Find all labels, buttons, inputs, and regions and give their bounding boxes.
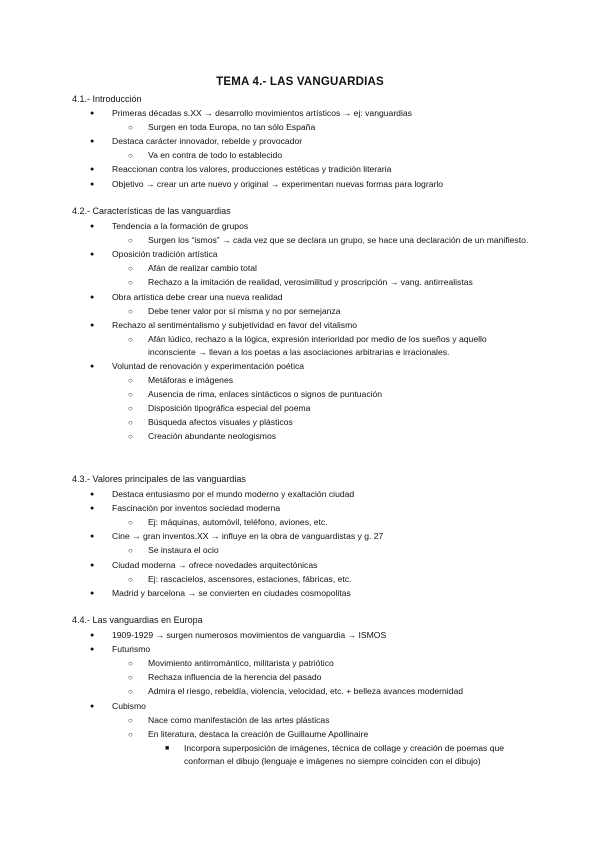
list-item: ○ En literatura, destaca la creación de Guillaume Apollinaire bbox=[128, 728, 369, 739]
list-item: ● Primeras décadas s.XX → desarrollo movimientos artísticos → ej: vanguardias bbox=[90, 108, 412, 119]
list-item: ○ Debe tener valor por sí misma y no por semejanza bbox=[128, 305, 341, 316]
list-item: ○ Metáforas e imágenes bbox=[128, 375, 234, 386]
section-heading-introduccion: 4.1.- Introducción bbox=[72, 94, 142, 104]
list-item: ● Fascinación por inventos sociedad moderna bbox=[90, 503, 281, 514]
list-item: ○ Afán de realizar cambio total bbox=[128, 263, 257, 274]
list-item: ● Voluntad de renovación y experimentación poética bbox=[90, 360, 305, 371]
list-item: ○ Movimiento antirromántico, militarista y patriótico bbox=[128, 658, 334, 669]
list-item: ● Cine → gran inventos.XX → influye en la obra de vanguardistas y g. 27 bbox=[90, 531, 384, 542]
list-item: ● Tendencia a la formación de grupos bbox=[90, 221, 249, 232]
list-item: ○ Se instaura el ocio bbox=[128, 545, 219, 556]
list-item: ○ Nace como manifestación de las artes plásticas bbox=[128, 714, 330, 725]
list-item: ○ Rechaza influencia de la herencia del pasado bbox=[128, 672, 322, 683]
list-item: ■ Incorpora superposición de imágenes, técnica de collage y creación de poemas que conforman el dibujo (lenguaje e imágenes no siempre coinciden con el dibujo) bbox=[165, 742, 505, 766]
list-item: ● Reaccionan contra los valores, producciones estéticas y tradición literaria bbox=[90, 164, 392, 175]
list-item: ○ Va en contra de todo lo establecido bbox=[128, 150, 283, 161]
section-list-caracteristicas bbox=[72, 219, 532, 443]
section-list-introduccion bbox=[72, 106, 532, 191]
list-item: ● Cubismo bbox=[90, 700, 146, 711]
list-item: ○ Ausencia de rima, enlaces sintácticos o signos de puntuación bbox=[128, 389, 383, 400]
document-title: TEMA 4.- LAS VANGUARDIAS bbox=[216, 76, 384, 88]
list-item: ○ Surgen los “ismos” → cada vez que se declara un grupo, se hace una declaración de un manifiesto. bbox=[128, 235, 529, 246]
list-item: ● Obra artística debe crear una nueva realidad bbox=[90, 291, 283, 302]
section-list-europa bbox=[72, 628, 532, 768]
list-item: ● 1909-1929 → surgen numerosos movimientos de vanguardia → ISMOS bbox=[90, 630, 387, 641]
list-item: ● Ciudad moderna → ofrece novedades arquitectónicas bbox=[90, 559, 318, 570]
list-item: ● Objetivo → crear un arte nuevo y original → experimentan nuevas formas para lograrlo bbox=[90, 178, 444, 189]
section-list-valores bbox=[72, 487, 532, 600]
list-item: ○ Afán lúdico, rechazo a la lógica, expresión interioridad por medio de los sueños y aquello inconsciente → llevan a los poetas a las asociaciones arbitrarias e irracionales. bbox=[128, 333, 487, 357]
list-item: ○ Admira el riesgo, rebeldía, violencia, velocidad, etc. + belleza avances modernidad bbox=[128, 686, 464, 697]
list-item: ○ Ej: máquinas, automóvil, teléfono, aviones, etc. bbox=[128, 517, 328, 528]
list-item: ○ Surgen en toda Europa, no tan sólo España bbox=[128, 122, 316, 133]
list-item: ○ Ej: rascacielos, ascensores, estaciones, fábricas, etc. bbox=[128, 573, 352, 584]
list-item: ● Rechazo al sentimentalismo y subjetividad en favor del vitalismo bbox=[90, 319, 358, 330]
list-item: ● Madrid y barcelona → se convierten en ciudades cosmopolitas bbox=[90, 587, 351, 598]
list-item: ● Destaca carácter innovador, rebelde y provocador bbox=[90, 136, 303, 147]
list-item: ○ Búsqueda afectos visuales y plásticos bbox=[128, 417, 293, 428]
list-item: ● Oposición tradición artística bbox=[90, 249, 218, 260]
section-heading-valores: 4.3.- Valores principales de las vanguardias bbox=[72, 474, 246, 484]
list-item: ○ Rechazo a la imitación de realidad, verosimilitud y proscripción → vang. antirrealistas bbox=[128, 277, 473, 288]
list-item: ○ Creación abundante neologismos bbox=[128, 431, 277, 442]
section-heading-caracteristicas: 4.2.- Características de las vanguardias bbox=[72, 206, 231, 216]
list-item: ○ Disposición tipográfica especial del poema bbox=[128, 403, 311, 414]
list-item: ● Futurismo bbox=[90, 644, 151, 655]
section-heading-europa: 4.4.- Las vanguardias en Europa bbox=[72, 615, 203, 625]
list-item: ● Destaca entusiasmo por el mundo moderno y exaltación ciudad bbox=[90, 489, 355, 500]
